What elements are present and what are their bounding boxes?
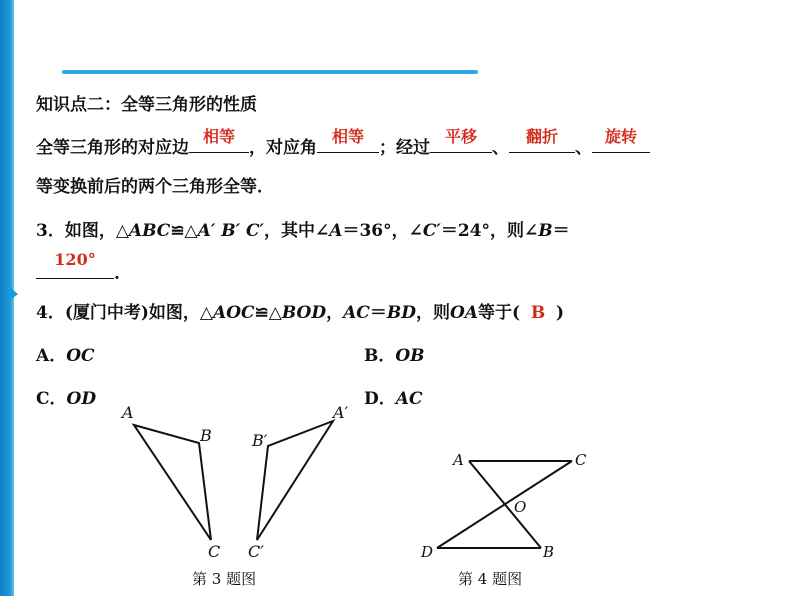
- label-c: C: [208, 542, 221, 561]
- text-segment: 4．(厦门中考)如图，△: [36, 303, 213, 323]
- answer-text: 平移: [444, 127, 477, 146]
- knowledge-paragraph-cont: 等变换前后的两个三角形全等．: [36, 177, 274, 197]
- label-a-prime: A′: [333, 403, 349, 422]
- text-segment: ，对应角: [249, 138, 317, 158]
- math-var: OA: [449, 303, 478, 323]
- math-var: A: [329, 221, 343, 241]
- text-segment: ≌△: [254, 303, 282, 323]
- figure-3-caption: 第 3 题图: [192, 570, 257, 588]
- figure-4: [437, 461, 572, 548]
- segment-dc: [437, 461, 572, 548]
- label-o: O: [514, 498, 527, 516]
- option-label: D．: [364, 389, 396, 409]
- text-segment: ＝24°，则∠: [440, 221, 539, 241]
- text-segment: 3．如图，△: [36, 221, 129, 241]
- figure-3-labels: [120, 403, 349, 561]
- math-var: AOC: [213, 303, 255, 323]
- option-value: OD: [66, 389, 97, 409]
- math-var: C′: [422, 221, 441, 241]
- math-var: AC: [343, 303, 370, 323]
- text-segment: ≌△: [170, 221, 198, 241]
- label-b: B: [200, 426, 212, 445]
- text-segment: ＝: [369, 303, 387, 323]
- text-segment: ；经过: [379, 138, 430, 158]
- label-c-prime: C′: [248, 542, 264, 561]
- text-segment: 等于(: [477, 303, 521, 323]
- text-segment: ，则: [415, 303, 450, 323]
- triangle-a2b2c2: [257, 421, 333, 540]
- answer-text: 旋转: [604, 127, 637, 146]
- text-segment: ，其中∠: [264, 221, 330, 241]
- figure-4-caption: 第 4 题图: [458, 570, 523, 588]
- option-label: B．: [364, 346, 396, 366]
- text-segment: 、: [492, 138, 509, 158]
- math-var: ABC: [128, 221, 171, 241]
- option-label: A．: [36, 346, 67, 366]
- section-heading: 知识点二：全等三角形的性质: [36, 95, 257, 115]
- text-segment: 全等三角形的对应边: [36, 138, 189, 158]
- math-var: B: [538, 221, 553, 241]
- math-var: A′ B′ C′: [197, 221, 265, 241]
- label-d: D: [421, 543, 434, 561]
- text-segment: .: [114, 264, 120, 284]
- text-segment: ): [556, 303, 565, 323]
- text-segment: 、: [575, 138, 592, 158]
- label-a: A: [122, 403, 134, 422]
- option-value: OC: [66, 346, 95, 366]
- text-segment: ＝: [552, 221, 570, 241]
- math-var: BD: [386, 303, 416, 323]
- label-b-prime: B′: [252, 431, 268, 450]
- figure-3: [134, 421, 333, 540]
- answer-text: B: [530, 303, 546, 323]
- label-b: B: [543, 543, 555, 561]
- answer-text: 相等: [331, 127, 364, 146]
- answer-text: 相等: [202, 127, 235, 146]
- text-segment: ，: [326, 303, 344, 323]
- option-value: AC: [395, 389, 423, 409]
- label-a: A: [453, 451, 464, 469]
- option-label: C．: [36, 389, 67, 409]
- label-c: C: [575, 451, 587, 469]
- answer-text: 120°: [54, 250, 96, 269]
- text-segment: ＝36°，∠: [342, 221, 423, 241]
- option-value: OB: [395, 346, 425, 366]
- math-var: BOD: [281, 303, 327, 323]
- answer-text: 翻折: [525, 127, 558, 146]
